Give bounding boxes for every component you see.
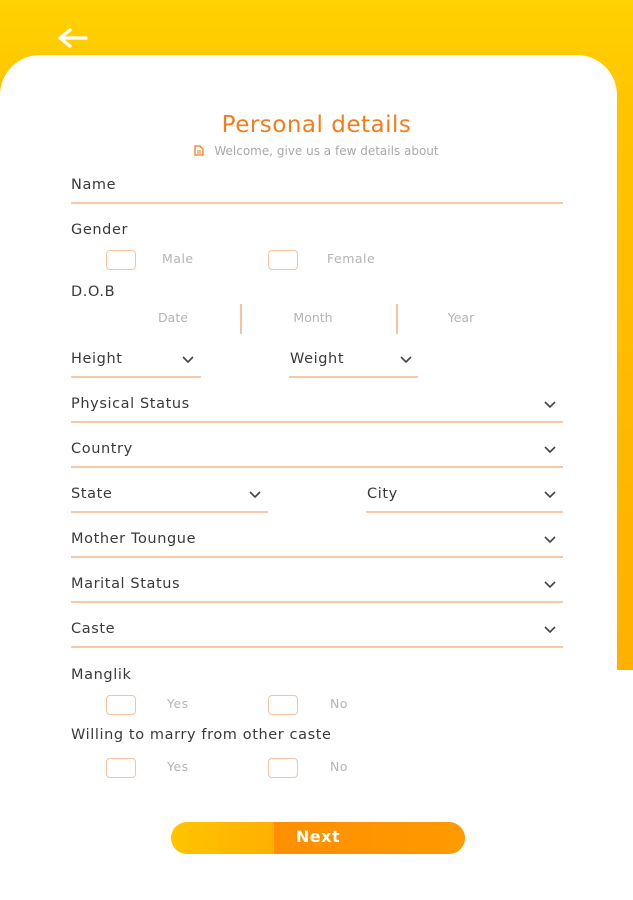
country-label: Country [71, 441, 133, 457]
caste-underline [71, 646, 563, 648]
weight-label: Weight [290, 351, 345, 367]
mother-tongue-underline [71, 556, 563, 558]
chevron-down-icon [544, 446, 556, 454]
male-option-label: Male [162, 251, 194, 266]
dob-separator [240, 304, 242, 334]
weight-underline [289, 376, 418, 378]
chevron-down-icon [544, 626, 556, 634]
chevron-down-icon [544, 536, 556, 544]
physical-status-underline [71, 421, 563, 423]
state-underline [71, 511, 268, 513]
arrow-left-icon [52, 22, 92, 54]
chevron-down-icon [400, 356, 412, 364]
subtitle-text: Welcome, give us a few details about [214, 144, 439, 158]
dob-separator [396, 304, 398, 334]
city-label: City [367, 486, 398, 502]
page-title: Personal details [221, 112, 412, 138]
name-input[interactable] [71, 202, 563, 204]
manglik-label: Manglik [71, 667, 132, 683]
female-option-label: Female [327, 251, 376, 266]
other-caste-no-label: No [330, 759, 348, 774]
marital-status-label: Marital Status [71, 576, 181, 592]
back-button[interactable] [52, 22, 92, 54]
dob-month-field[interactable]: Month [293, 310, 333, 325]
manglik-yes-checkbox[interactable] [106, 695, 136, 715]
city-underline [366, 511, 563, 513]
country-underline [71, 466, 563, 468]
marital-status-underline [71, 601, 563, 603]
chevron-down-icon [249, 491, 261, 499]
gender-label: Gender [71, 222, 129, 238]
female-checkbox[interactable] [268, 250, 298, 270]
dob-date-field[interactable]: Date [158, 310, 188, 325]
mother-tongue-label: Mother Toungue [71, 531, 197, 547]
dob-year-field[interactable]: Year [447, 310, 475, 325]
height-label: Height [71, 351, 123, 367]
page-subtitle [0, 144, 633, 158]
physical-status-label: Physical Status [71, 396, 190, 412]
side-accent [617, 110, 633, 670]
dob-label: D.O.B [71, 284, 116, 300]
chevron-down-icon [544, 581, 556, 589]
state-label: State [71, 486, 113, 502]
name-label: Name [71, 177, 117, 193]
chevron-down-icon [182, 356, 194, 364]
next-button[interactable]: Next [171, 822, 465, 854]
other-caste-yes-checkbox[interactable] [106, 758, 136, 778]
chevron-down-icon [544, 491, 556, 499]
manglik-no-checkbox[interactable] [268, 695, 298, 715]
height-underline [71, 376, 201, 378]
other-caste-yes-label: Yes [167, 759, 189, 774]
manglik-yes-label: Yes [167, 696, 189, 711]
male-checkbox[interactable] [106, 250, 136, 270]
other-caste-no-checkbox[interactable] [268, 758, 298, 778]
caste-label: Caste [71, 621, 116, 637]
chevron-down-icon [544, 401, 556, 409]
other-caste-label: Willing to marry from other caste [71, 727, 332, 743]
document-icon [194, 145, 204, 156]
manglik-no-label: No [330, 696, 348, 711]
